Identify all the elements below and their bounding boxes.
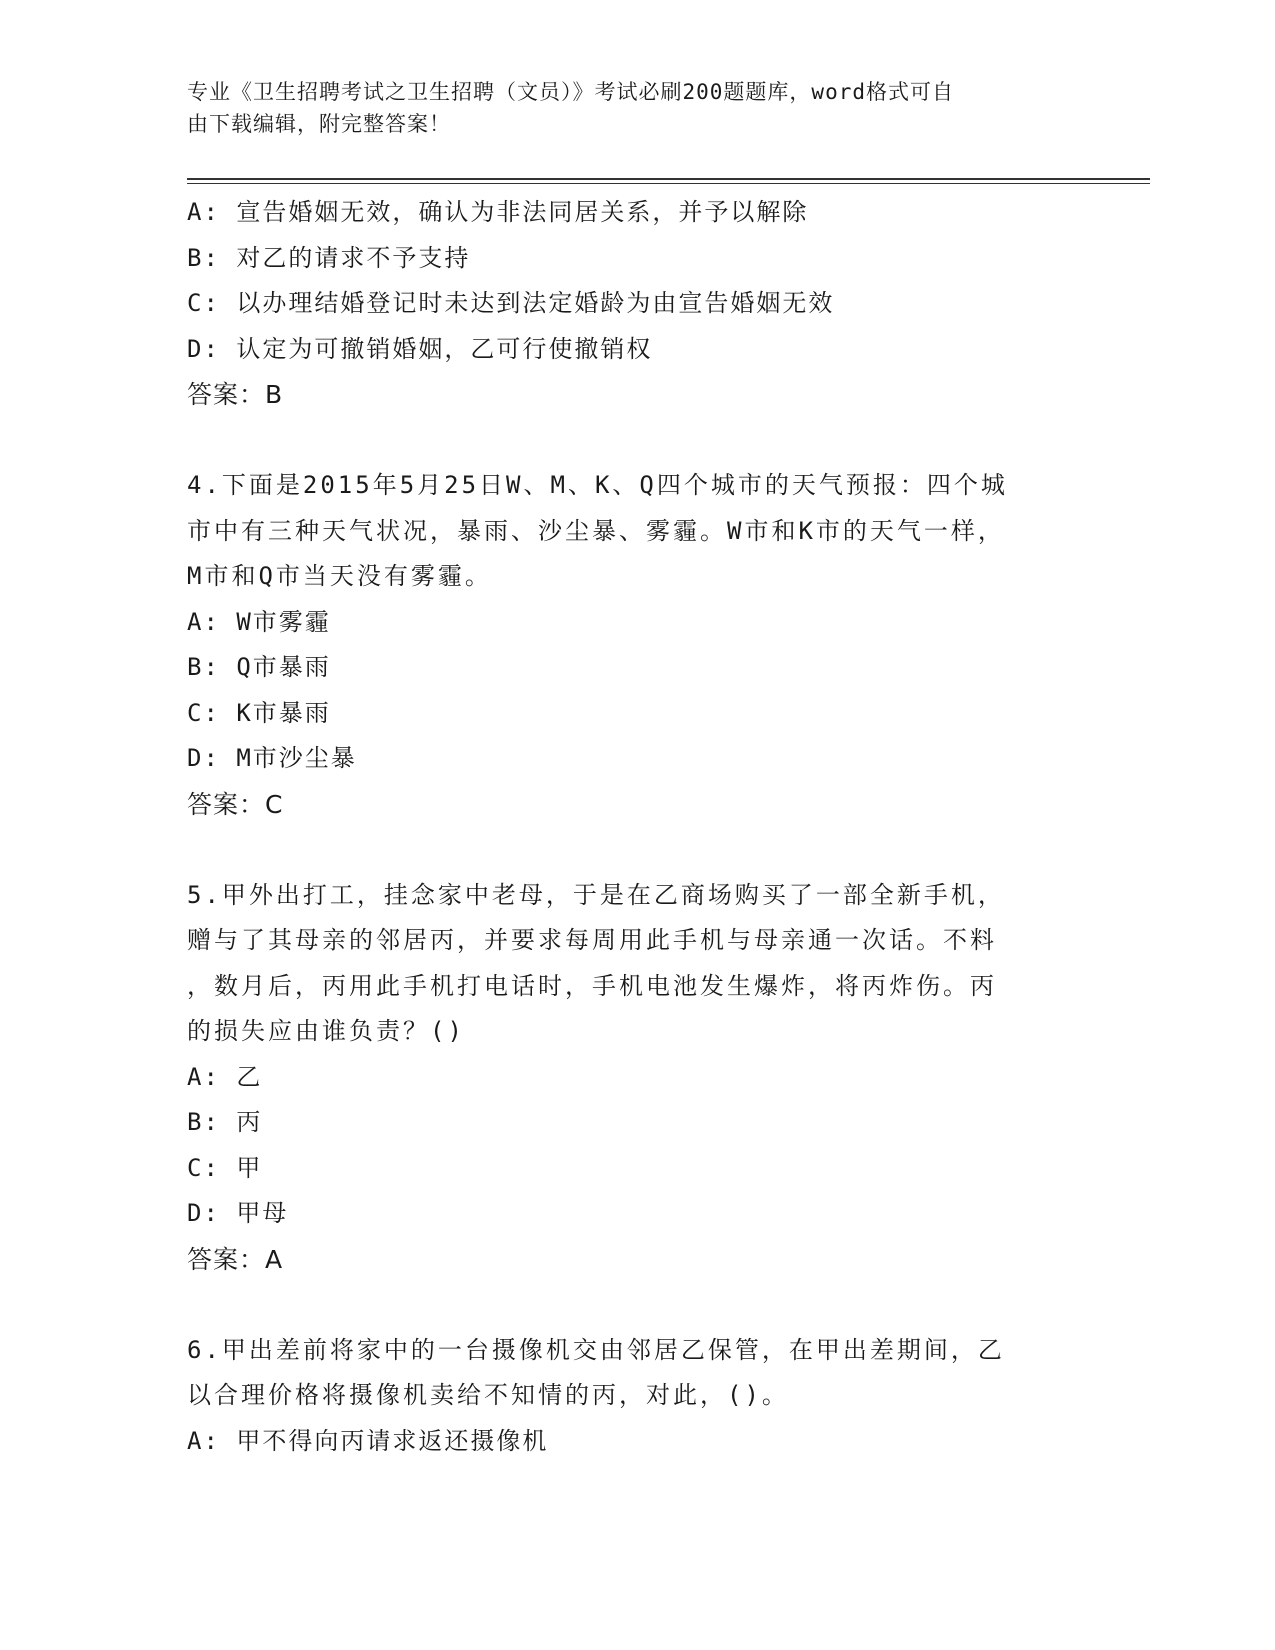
question-4 [187, 463, 1087, 827]
question-stem-line: M市和Q市当天没有雾霾。 [187, 562, 492, 590]
question-stem-line: 市中有三种天气状况，暴雨、沙尘暴、雾霾。W市和K市的天气一样， [187, 516, 1005, 545]
spacer [187, 418, 1087, 464]
option-b: B: Q市暴雨 [187, 653, 331, 681]
question-5 [187, 873, 1087, 1283]
answer-label: 答案：B [187, 380, 284, 409]
question-3 [187, 190, 1087, 418]
question-stem-line: 6.甲出差前将家中的一台摄像机交由邻居乙保管，在甲出差期间，乙 [187, 1335, 1005, 1364]
document-header [187, 76, 1067, 140]
header-line-2: 由下载编辑，附完整答案！ [187, 112, 451, 136]
question-6 [187, 1328, 1087, 1465]
question-stem-line: 4.下面是2015年5月25日W、M、K、Q四个城市的天气预报：四个城 [187, 471, 1008, 499]
option-a: A: 甲不得向丙请求返还摄像机 [187, 1426, 549, 1455]
header-divider-thin [187, 183, 1150, 184]
spacer [187, 827, 1087, 873]
answer-label: 答案：A [187, 1244, 284, 1274]
question-list [187, 190, 1087, 1464]
option-c: C: 甲 [187, 1153, 263, 1182]
header-line-1: 专业《卫生招聘考试之卫生招聘（文员）》考试必刷200题题库，word格式可自 [187, 80, 954, 104]
option-a: A: 乙 [187, 1062, 263, 1091]
option-b: B: 对乙的请求不予支持 [187, 243, 471, 272]
option-d: D: 认定为可撤销婚姻，乙可行使撤销权 [187, 334, 653, 363]
answer-label: 答案：C [187, 789, 284, 819]
question-stem-line: 以合理价格将摄像机卖给不知情的丙，对此，()。 [187, 1381, 789, 1409]
question-stem-line: 赠与了其母亲的邻居丙，并要求每周用此手机与母亲通一次话。不料 [187, 926, 997, 954]
option-d: D: M市沙尘暴 [187, 744, 357, 772]
option-a: A: W市雾霾 [187, 607, 331, 636]
header-divider-thick [187, 178, 1150, 180]
option-c: C: 以办理结婚登记时未达到法定婚龄为由宣告婚姻无效 [187, 289, 835, 317]
question-stem-line: 的损失应由谁负责？() [187, 1017, 465, 1045]
option-c: C: K市暴雨 [187, 698, 331, 727]
option-b: B: 丙 [187, 1108, 263, 1136]
question-stem-line: ，数月后，丙用此手机打电话时，手机电池发生爆炸，将丙炸伤。丙 [187, 971, 997, 1000]
option-a: A: 宣告婚姻无效，确认为非法同居关系，并予以解除 [187, 198, 809, 226]
option-d: D: 甲母 [187, 1199, 289, 1227]
spacer [187, 1282, 1087, 1328]
question-stem-line: 5.甲外出打工，挂念家中老母，于是在乙商场购买了一部全新手机， [187, 880, 1005, 909]
